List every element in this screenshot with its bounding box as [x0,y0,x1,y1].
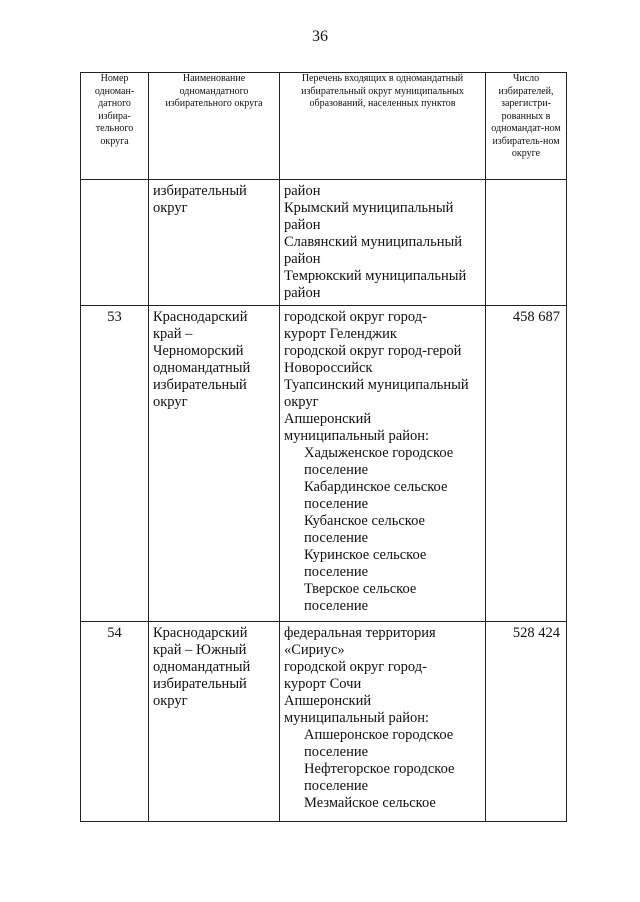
municipality-line: городской округ город-герой [284,343,462,359]
municipality-line: Кубанское сельское [304,513,425,529]
municipality-line: Апшеронский [284,411,372,427]
municipality-line: федеральная территория [284,625,436,641]
district-name-line: округ [153,693,188,709]
municipality-line: муниципальный район: [284,710,430,726]
municipality-line: округ [284,394,319,410]
municipality-line: городской округ город- [284,659,427,675]
municipality-line: Тверское сельское [304,581,417,597]
municipalities-cell [280,306,486,622]
municipality-line: поселение [304,462,369,478]
table-header-row [81,73,567,180]
municipality-line: поселение [304,778,369,794]
municipality-line: Мезмайское сельское [304,795,436,811]
district-name-line: край – [153,326,193,342]
municipality-line: курорт Геленджик [284,326,397,342]
municipality-line: поселение [304,496,369,512]
municipality-line: Темрюкский муниципальный [284,268,467,284]
municipality-line: муниципальный район: [284,428,430,444]
municipality-line: Новороссийск [284,360,373,376]
municipality-line: Нефтегорское городское [304,761,455,777]
district-name-line: одномандатный [153,360,251,376]
municipality-line: курорт Сочи [284,676,362,692]
municipality-line: район [284,217,321,233]
district-name-line: Краснодарский [153,625,248,641]
district-name-line: избирательный [153,377,247,393]
district-name-line: избирательный [153,676,247,692]
district-name-line: одномандатный [153,659,251,675]
municipality-line: Хадыженское городское [304,445,454,461]
district-name-line: округ [153,200,188,216]
voters-count-cell [486,180,567,306]
district-number-cell [81,180,149,306]
table-row [81,306,567,622]
municipality-line: Крымский муниципальный [284,200,454,216]
district-name-cell [149,306,280,622]
header-municipalities-list: Перечень входящих в одномандатный избирательный округ муниципальных образований, населенных пунктов [280,73,486,180]
header-voters-count: Число избирателей, зарегистри-рованных в одномандат-ном избиратель-ном округе [486,73,567,180]
municipality-line: Туапсинский муниципальный [284,377,469,393]
header-district-number: Номер одноман-датного избира-тельного округа [81,73,149,180]
district-number-cell: 53 [81,306,149,622]
municipality-line: Кабардинское сельское [304,479,448,495]
municipality-line: район [284,183,321,199]
municipality-line: район [284,285,321,301]
districts-table [80,72,567,822]
municipality-line: Апшеронское городское [304,727,454,743]
voters-count-cell: 528 424 [486,622,567,822]
municipality-line: городской округ город- [284,309,427,325]
district-name-cell [149,622,280,822]
municipalities-cell [280,622,486,822]
voters-count-cell: 458 687 [486,306,567,622]
district-name-cell [149,180,280,306]
table-row [81,180,567,306]
district-name-line: Черноморский [153,343,244,359]
municipality-line: поселение [304,598,369,614]
municipalities-cell [280,180,486,306]
municipality-line: Славянский муниципальный [284,234,462,250]
municipality-line: «Сириус» [284,642,345,658]
municipality-line: Апшеронский [284,693,372,709]
municipality-line: Куринское сельское [304,547,427,563]
municipality-line: поселение [304,744,369,760]
table-row [81,622,567,822]
district-number-cell: 54 [81,622,149,822]
district-name-line: Краснодарский [153,309,248,325]
municipality-line: район [284,251,321,267]
page-number: 36 [312,28,328,45]
municipality-line: поселение [304,530,369,546]
district-name-line: избирательный [153,183,247,199]
district-name-line: край – Южный [153,642,247,658]
header-district-name: Наименование одномандатного избирательного округа [149,73,280,180]
district-name-line: округ [153,394,188,410]
municipality-line: поселение [304,564,369,580]
